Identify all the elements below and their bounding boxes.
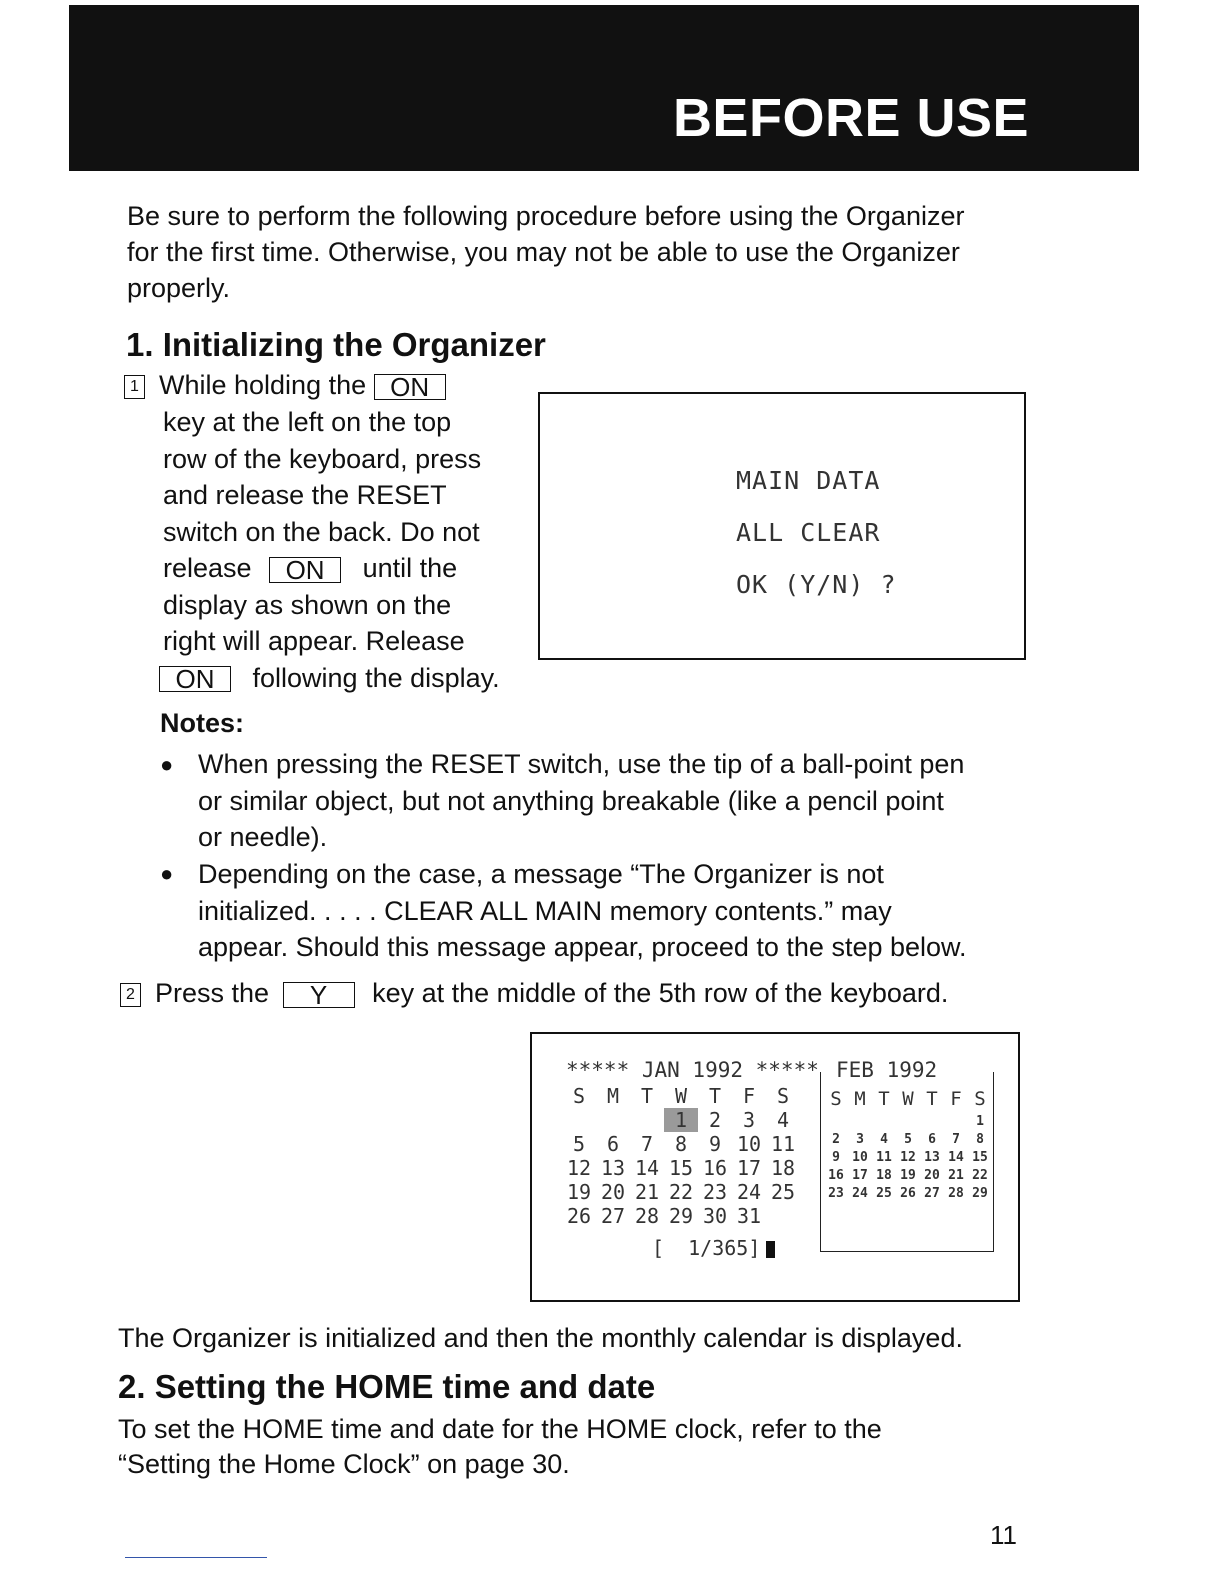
step1-line: row of the keyboard, press [163, 443, 482, 474]
calendar-day: 3 [856, 1131, 864, 1147]
calendar-day: 15 [668, 1156, 694, 1180]
note-line: initialized. . . . . CLEAR ALL MAIN memory contents.” may [198, 895, 892, 926]
calendar-day: 12 [566, 1156, 592, 1180]
calendar-day: 29 [972, 1185, 988, 1201]
calendar-week-row [824, 1130, 992, 1148]
step1-body [163, 404, 500, 696]
calendar-day: 27 [924, 1185, 940, 1201]
on-key: ON [159, 666, 231, 692]
calendar-day: 11 [770, 1132, 796, 1156]
calendar-week-row [562, 1132, 800, 1156]
lcd-line: ALL CLEAR [736, 518, 881, 547]
note-line: Depending on the case, a message “The Organizer is not [198, 859, 884, 889]
calendar-day: 30 [702, 1204, 728, 1228]
calendar-day: 4 [880, 1131, 888, 1147]
outro-text: The Organizer is initialized and then the monthly calendar is displayed. [118, 1323, 963, 1353]
calendar-day [848, 1112, 872, 1130]
step2 [120, 978, 948, 1009]
calendar-day: 24 [736, 1180, 762, 1204]
calendar-week-row [824, 1166, 992, 1184]
day-counter [652, 1236, 775, 1260]
calendar-day: 1 [976, 1113, 984, 1129]
page-title: BEFORE USE [672, 88, 1029, 148]
calendar-weekday: S [974, 1088, 986, 1110]
calendar-week-row [824, 1112, 992, 1130]
intro-paragraph [127, 198, 1027, 306]
section2-line: To set the HOME time and date for the HOME clock, refer to the [118, 1414, 882, 1444]
page-number: 11 [990, 1520, 1017, 1550]
step1-line9-post: following the display. [252, 662, 500, 693]
calendar-day: 8 [976, 1131, 984, 1147]
step1-line6-post: until the [362, 553, 458, 583]
on-key: ON [269, 557, 341, 583]
section2-heading: 2. Setting the HOME time and date [118, 1368, 656, 1405]
calendar-day: 26 [566, 1204, 592, 1228]
calendar-day: 28 [634, 1204, 660, 1228]
intro-line: Be sure to perform the following procedure before using the Organizer [127, 201, 965, 231]
step1-lead-text: While holding the [159, 370, 367, 400]
lcd-line: OK (Y/N) ? [736, 570, 897, 599]
notes-title: Notes: [160, 708, 245, 738]
note-2 [198, 856, 1028, 966]
calendar-day: 9 [832, 1149, 840, 1165]
calendar-day: 22 [668, 1180, 694, 1204]
calendar-day: 25 [770, 1180, 796, 1204]
calendar-day: 1 [664, 1108, 698, 1132]
header-bar [69, 5, 1139, 171]
calendar-day: 7 [952, 1131, 960, 1147]
calendar-weekday: M [854, 1088, 866, 1110]
calendar-week-row [562, 1204, 800, 1228]
calendar-day: 13 [600, 1156, 626, 1180]
calendar-day [630, 1108, 664, 1132]
footer-rule [125, 1557, 267, 1558]
section2-body [118, 1412, 882, 1482]
calendar-day: 16 [828, 1167, 844, 1183]
calendar-weekday: W [902, 1088, 914, 1110]
calendar-day: 16 [702, 1156, 728, 1180]
note-1 [198, 746, 1028, 856]
calendar-weekday: T [926, 1088, 938, 1110]
calendar-day [920, 1112, 944, 1130]
calendar-week-row [562, 1180, 800, 1204]
calendar-week-row [562, 1108, 800, 1132]
calendar-day: 31 [736, 1204, 762, 1228]
calendar-day: 8 [674, 1132, 688, 1156]
calendar-day [896, 1112, 920, 1130]
calendar-weekday: M [606, 1084, 620, 1108]
calendar-day: 13 [924, 1149, 940, 1165]
calendar-day: 22 [972, 1167, 988, 1183]
calendar-day: 4 [776, 1108, 790, 1132]
calendar-day: 23 [702, 1180, 728, 1204]
feb-calendar-grid [824, 1086, 992, 1202]
calendar-day: 25 [876, 1185, 892, 1201]
lcd-display-calendar [530, 1032, 1020, 1302]
calendar-day [562, 1108, 596, 1132]
step1-number: 1 [124, 375, 145, 399]
calendar-day: 6 [928, 1131, 936, 1147]
calendar-weekday: T [640, 1084, 654, 1108]
calendar-day: 2 [832, 1131, 840, 1147]
calendar-day: 28 [948, 1185, 964, 1201]
calendar-day [596, 1108, 630, 1132]
calendar-day: 15 [972, 1149, 988, 1165]
calendar-day: 29 [668, 1204, 694, 1228]
step1-lead [124, 367, 446, 403]
lcd-line: MAIN DATA [736, 466, 881, 495]
step1-line: display as shown on the [163, 589, 452, 620]
step1-line: switch on the back. Do not [163, 516, 480, 547]
intro-line: properly. [127, 273, 231, 303]
intro-line: for the first time. Otherwise, you may not be able to use the Organizer [127, 237, 960, 267]
calendar-day: 2 [708, 1108, 722, 1132]
calendar-weekday: T [878, 1088, 890, 1110]
step2-number: 2 [120, 983, 141, 1007]
calendar-day: 6 [606, 1132, 620, 1156]
step1-line: right will appear. Release [163, 626, 465, 656]
calendar-weekday: S [776, 1084, 790, 1108]
calendar-day: 11 [876, 1149, 892, 1165]
day-counter-text: [ 1/365] [652, 1236, 761, 1260]
section2-line: “Setting the Home Clock” on page 30. [118, 1449, 570, 1479]
calendar-weekday: W [674, 1084, 688, 1108]
calendar-day: 7 [640, 1132, 654, 1156]
note-line: appear. Should this message appear, proceed to the step below. [198, 932, 967, 962]
calendar-day: 14 [634, 1156, 660, 1180]
calendar-day: 3 [742, 1108, 756, 1132]
calendar-weekday: F [950, 1088, 962, 1110]
step1-line6-pre: release [163, 553, 252, 583]
jan-calendar-title: ***** JAN 1992 ***** [566, 1058, 819, 1082]
calendar-day: 20 [924, 1167, 940, 1183]
feb-calendar-title: FEB 1992 [832, 1058, 941, 1082]
bullet-icon: ● [160, 861, 174, 886]
calendar-day: 9 [708, 1132, 722, 1156]
jan-calendar-grid [562, 1084, 800, 1228]
step1-line: and release the RESET [163, 480, 447, 510]
calendar-day: 17 [852, 1167, 868, 1183]
calendar-week-row [824, 1184, 992, 1202]
y-key: Y [283, 982, 355, 1008]
calendar-day: 5 [904, 1131, 912, 1147]
step1-line: key at the left on the top [163, 407, 452, 437]
calendar-weekday: S [830, 1088, 842, 1110]
calendar-day: 19 [900, 1167, 916, 1183]
calendar-weekday: T [708, 1084, 722, 1108]
lcd-display-clear [538, 392, 1026, 660]
step1-line [159, 660, 500, 697]
section1-heading: 1. Initializing the Organizer [126, 326, 546, 363]
calendar-week-row [562, 1156, 800, 1180]
calendar-day: 21 [634, 1180, 660, 1204]
calendar-day: 19 [566, 1180, 592, 1204]
calendar-day: 18 [770, 1156, 796, 1180]
calendar-week-row [824, 1148, 992, 1166]
calendar-day: 17 [736, 1156, 762, 1180]
calendar-weekday-row [562, 1084, 800, 1108]
calendar-day [766, 1204, 800, 1228]
note-line: or needle). [198, 822, 328, 852]
note-line: When pressing the RESET switch, use the tip of a ball-point pen [198, 749, 965, 779]
note-line: or similar object, but not anything breakable (like a pencil point [198, 785, 944, 816]
calendar-day: 18 [876, 1167, 892, 1183]
calendar-day [872, 1112, 896, 1130]
calendar-weekday-row [824, 1086, 992, 1112]
calendar-day: 10 [852, 1149, 868, 1165]
cursor-block-icon [766, 1241, 775, 1258]
bullet-icon: ● [160, 752, 174, 777]
calendar-day: 27 [600, 1204, 626, 1228]
calendar-day: 10 [736, 1132, 762, 1156]
on-key: ON [374, 374, 446, 400]
calendar-day [824, 1112, 848, 1130]
calendar-weekday: F [742, 1084, 756, 1108]
calendar-day: 24 [852, 1185, 868, 1201]
calendar-day: 14 [948, 1149, 964, 1165]
calendar-day: 5 [572, 1132, 586, 1156]
calendar-day: 20 [600, 1180, 626, 1204]
calendar-day [944, 1112, 968, 1130]
step2-post: key at the middle of the 5th row of the keyboard. [372, 978, 949, 1008]
step1-line [163, 550, 500, 587]
step2-pre: Press the [155, 978, 270, 1008]
calendar-day: 12 [900, 1149, 916, 1165]
calendar-day: 26 [900, 1185, 916, 1201]
calendar-day: 21 [948, 1167, 964, 1183]
calendar-day: 23 [828, 1185, 844, 1201]
calendar-weekday: S [572, 1084, 586, 1108]
